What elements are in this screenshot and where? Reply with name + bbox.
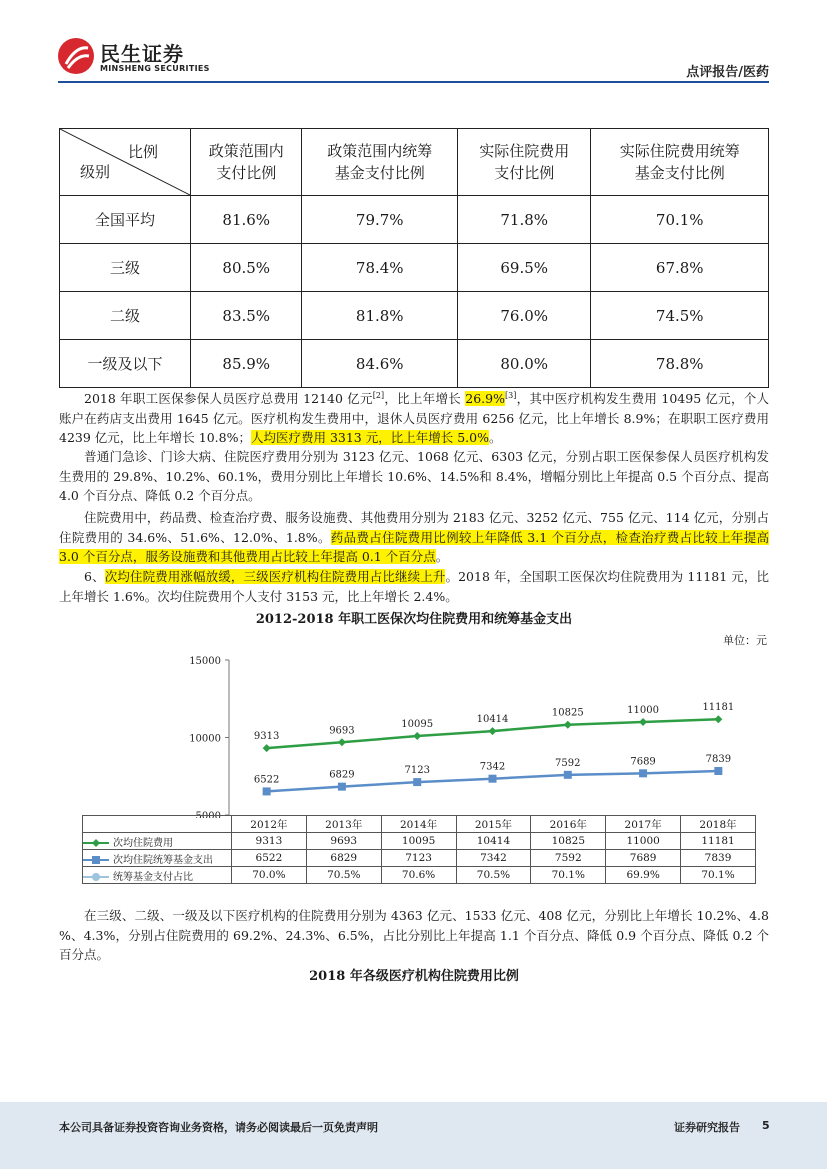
logo-english-name: MINSHENG SECURITIES	[100, 64, 210, 73]
chart-unit: 单位：元	[723, 634, 767, 647]
table-cell: 67.8%	[591, 244, 769, 292]
table-cell: 10095	[381, 833, 456, 850]
chart-table-row	[83, 833, 756, 850]
footer-disclaimer: 本公司具备证券投资咨询业务资格，请务必阅读最后一页免责声明	[59, 1121, 378, 1134]
highlight-growth: 26.9%	[465, 391, 505, 407]
table-cell: 6522	[232, 850, 307, 867]
table-cell: 70.6%	[381, 867, 456, 884]
data-point	[714, 767, 722, 775]
paragraph-section-6: 6、次均住院费用涨幅放缓，三级医疗机构住院费用占比继续上升。2018 年，全国职工医保次均住院费用为 11181 元，比上年增长 1.6%。次均住院费用个人支付 3153 元，比上年增长 2.4%。	[59, 569, 769, 604]
data-point	[639, 718, 647, 726]
chart-title: 2012-2018 年职工医保次均住院费用和统筹基金支出	[255, 612, 573, 627]
data-label: 7689	[630, 756, 656, 768]
column-header: 实际住院费用 支付比例	[457, 129, 590, 196]
legend-entry: 次均住院统筹基金支出	[83, 850, 232, 867]
table-cell: 70.1%	[531, 867, 606, 884]
footer-report-type: 证券研究报告	[674, 1121, 740, 1134]
category-label: 2016年	[531, 816, 606, 833]
row-label: 三级	[60, 244, 191, 292]
chart-table-corner	[83, 816, 232, 833]
data-label: 9313	[253, 731, 280, 743]
data-label: 10414	[476, 714, 509, 726]
table-cell: 70.1%	[591, 196, 769, 244]
payment-ratio-table	[59, 128, 769, 388]
data-point	[263, 787, 271, 795]
table-cell: 84.6%	[302, 340, 458, 388]
data-label: 6829	[329, 769, 355, 781]
table-row	[60, 196, 769, 244]
chart-title-hospital-levels: 2018 年各级医疗机构住院费用比例	[309, 969, 519, 984]
chart-data-table	[82, 815, 756, 884]
data-point	[263, 744, 271, 752]
data-point	[639, 769, 647, 777]
table-cell: 7342	[456, 850, 531, 867]
table-cell: 69.5%	[457, 244, 590, 292]
data-point	[413, 732, 421, 740]
data-point	[564, 771, 572, 779]
table-cell: 10825	[531, 833, 606, 850]
row-label: 一级及以下	[60, 340, 191, 388]
highlight-per-capita: 人均医疗费用 3313 元，比上年增长 5.0%	[250, 430, 489, 446]
table-cell: 71.8%	[457, 196, 590, 244]
row-label: 二级	[60, 292, 191, 340]
corner-label-level: 级别	[80, 163, 111, 181]
table-cell: 6829	[306, 850, 381, 867]
corner-label-ratio: 比例	[127, 143, 158, 161]
table-cell: 70.0%	[232, 867, 307, 884]
table-cell: 78.8%	[591, 340, 769, 388]
table-cell: 81.6%	[191, 196, 302, 244]
data-label: 6522	[253, 774, 280, 786]
table-header-row	[60, 129, 769, 196]
table-cell: 70.5%	[306, 867, 381, 884]
diamond-marker-icon	[83, 838, 109, 848]
table-cell: 79.7%	[302, 196, 458, 244]
category-label: 2014年	[381, 816, 456, 833]
paragraph-hospital-levels: 在三级、二级、一级及以下医疗机构的住院费用分别为 4363 亿元、1533 亿元、408 亿元，分别比上年增长 10.2%、4.8 %、4.3%，分别占住院费用的 69.2%、24.3%、6.5%，占比分别比上年提高 1.1 个百分点、降低 0.9 个百分点、降低 0.2 个百分点。	[59, 908, 769, 962]
table-cell: 80.0%	[457, 340, 590, 388]
data-label: 10825	[551, 707, 584, 719]
table-cell: 81.8%	[302, 292, 458, 340]
report-category: 点评报告/医药	[686, 65, 769, 80]
row-label: 全国平均	[60, 196, 191, 244]
column-header: 政策范围内统筹 基金支付比例	[302, 129, 458, 196]
circle-marker-icon	[83, 872, 109, 882]
table-cell: 83.5%	[191, 292, 302, 340]
data-point	[489, 727, 497, 735]
logo-chinese-name: 民生证券	[100, 42, 184, 66]
table-cell: 7123	[381, 850, 456, 867]
y-tick-label: 15000	[189, 656, 221, 667]
highlight-section-6: 次均住院费用涨幅放缓，三级医疗机构住院费用占比继续上升	[104, 569, 446, 584]
data-point	[338, 783, 346, 791]
category-label: 2017年	[606, 816, 681, 833]
legend-entry: 次均住院费用	[83, 833, 232, 850]
line-chart	[59, 650, 769, 818]
table-corner-cell	[60, 129, 191, 196]
table-cell: 80.5%	[191, 244, 302, 292]
page-number: 5	[762, 1119, 770, 1132]
company-logo	[58, 38, 218, 78]
table-cell: 7689	[606, 850, 681, 867]
data-label: 10095	[401, 719, 434, 731]
data-label: 7592	[555, 757, 581, 769]
chart-table-header-row	[83, 816, 756, 833]
page-footer	[0, 1102, 827, 1169]
data-point	[564, 721, 572, 729]
table-cell: 70.5%	[456, 867, 531, 884]
header-divider	[58, 81, 769, 83]
column-header: 政策范围内 支付比例	[191, 129, 302, 196]
table-cell: 69.9%	[606, 867, 681, 884]
table-cell: 11181	[681, 833, 756, 850]
category-label: 2013年	[306, 816, 381, 833]
logo-mark-icon	[58, 38, 94, 74]
table-cell: 85.9%	[191, 340, 302, 388]
page-header	[0, 0, 827, 82]
paragraph-outpatient-inpatient: 普通门急诊、门诊大病、住院医疗费用分别为 3123 亿元、1068 亿元、6303 亿元，分别占职工医保参保人员医疗机构发生费用的 29.8%、10.2%、60.1%，费用分别比上年增长 10.6%、14.5%和 8.4%，增幅分别比上年提高 0.5 个百分点、提高 4.0 个百分点、降低 0.2 个百分点。	[59, 449, 769, 503]
data-label: 11181	[702, 702, 735, 714]
data-label: 11000	[627, 705, 659, 716]
category-label: 2012年	[232, 816, 307, 833]
reference-mark: [2]	[372, 391, 385, 400]
highlight-drug-ratio: 药品费占住院费用比例较上年降低 3.1 个百分点，检查治疗费占比较上年提高 3.0 个百分点，服务设施费和其他费用占比较上年提高 0.1 个百分点	[59, 529, 770, 564]
table-cell: 7839	[681, 850, 756, 867]
data-label: 7342	[479, 761, 506, 773]
paragraph-inpatient-structure: 住院费用中，药品费、检查治疗费、服务设施费、其他费用分别为 2183 亿元、3252 亿元、755 亿元、114 亿元，分别占住院费用的 34.6%、51.6%、12.0%、1.8%。药品费占住院费用比例较上年降低 3.1 个百分点，检查治疗费占比较上年提高 3.0 个百分点，服务设施费和其他费用占比较上年提高 0.1 个百分点。	[59, 510, 770, 564]
chart-table-row	[83, 867, 756, 884]
table-cell: 10414	[456, 833, 531, 850]
chart-table-row	[83, 850, 756, 867]
column-header: 实际住院费用统筹 基金支付比例	[591, 129, 769, 196]
table-row	[60, 292, 769, 340]
table-cell: 11000	[606, 833, 681, 850]
data-point	[413, 778, 421, 786]
reference-mark: [3]	[504, 391, 517, 400]
table-cell: 78.4%	[302, 244, 458, 292]
table-cell: 74.5%	[591, 292, 769, 340]
category-label: 2018年	[681, 816, 756, 833]
data-label: 7839	[705, 753, 732, 765]
table-row	[60, 340, 769, 388]
table-cell: 9313	[232, 833, 307, 850]
square-marker-icon	[83, 855, 109, 865]
data-point	[338, 738, 346, 746]
y-tick-label: 10000	[189, 733, 221, 745]
category-label: 2015年	[456, 816, 531, 833]
data-label: 9693	[329, 725, 355, 737]
table-cell: 7592	[531, 850, 606, 867]
data-point	[714, 715, 722, 723]
data-point	[489, 775, 497, 783]
legend-entry: 统筹基金支付占比	[83, 867, 232, 884]
table-cell: 76.0%	[457, 292, 590, 340]
paragraph-total-costs: 2018 年职工医保参保人员医疗总费用 12140 亿元[2]，比上年增长 26.9%[3]，其中医疗机构发生费用 10495 亿元，个人账户在药店支出费用 1645 亿元。医疗机构发生费用中，退休人员医疗费用 6256 亿元，比上年增长 8.9%；在职职工医疗费用 4239 亿元，比上年增长 10.8%；人均医疗费用 3313 元，比上年增长 5.0%。	[59, 391, 769, 446]
table-cell: 70.1%	[681, 867, 756, 884]
table-cell: 9693	[306, 833, 381, 850]
y-tick-label: 5000	[195, 811, 221, 818]
data-label: 7123	[404, 765, 430, 777]
table-row	[60, 244, 769, 292]
